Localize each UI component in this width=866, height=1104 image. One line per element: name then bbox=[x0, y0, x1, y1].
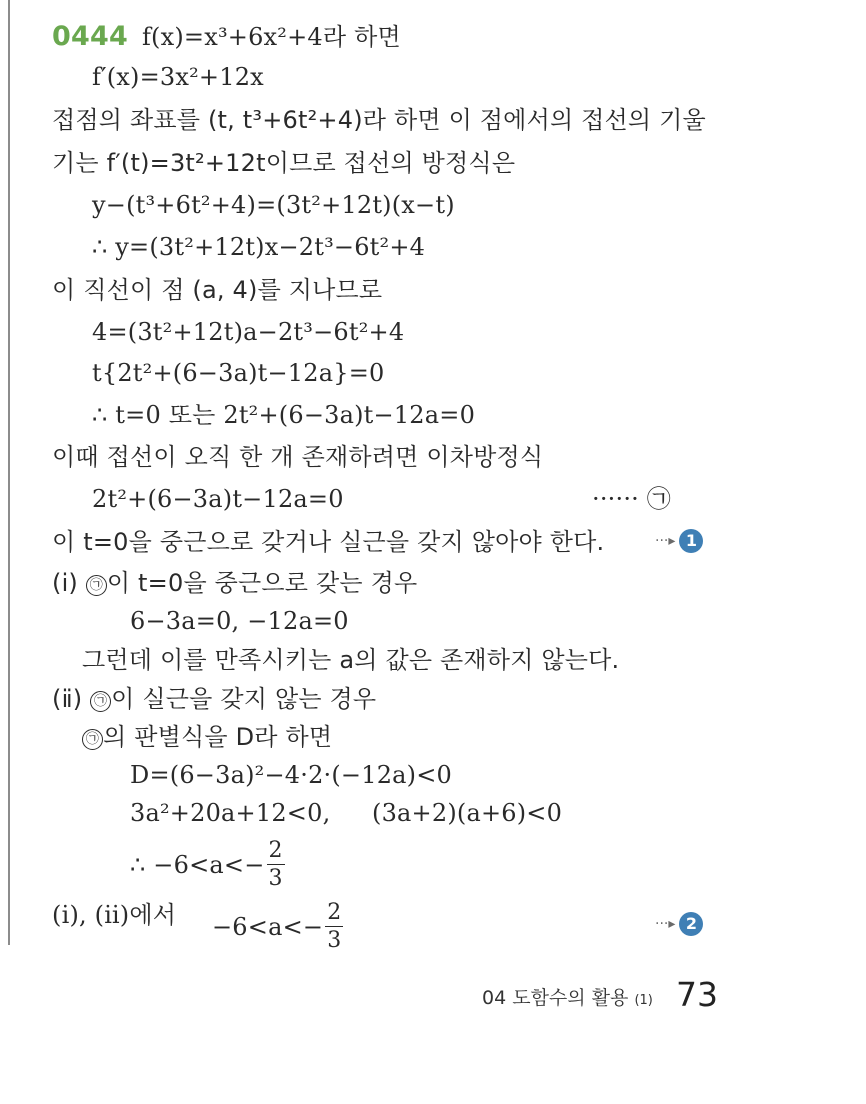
case-1-heading bbox=[52, 568, 417, 598]
final-result bbox=[212, 902, 345, 952]
case-1-text: 이 t=0을 중근으로 갖는 경우 bbox=[106, 569, 418, 597]
chapter-sub: (1) bbox=[634, 993, 653, 1008]
paragraph-5: 이 t=0을 중근으로 갖거나 실근을 갖지 않아야 한다. bbox=[52, 528, 605, 556]
paragraph-1: 접점의 좌표를 (t, t³+6t²+4)라 하면 이 점에서의 접선의 기울 bbox=[52, 106, 706, 134]
problem-header bbox=[52, 22, 401, 52]
fraction bbox=[267, 840, 285, 890]
fraction bbox=[325, 902, 343, 952]
circled-letter-icon: ㉠ bbox=[86, 575, 107, 596]
equation-4: t{2t²+(6−3a)t−12a}=0 bbox=[92, 359, 385, 387]
equation-3: 4=(3t²+12t)a−2t³−6t²+4 bbox=[92, 318, 405, 346]
problem-number: 0444 bbox=[52, 21, 128, 52]
equation-1: y−(t³+6t²+4)=(3t²+12t)(x−t) bbox=[92, 191, 455, 219]
case-2-heading bbox=[52, 684, 376, 714]
left-margin-rule bbox=[8, 0, 10, 945]
step-reference-1 bbox=[655, 529, 703, 553]
case-1-conclusion: 그런데 이를 만족시키는 a의 값은 존재하지 않는다. bbox=[82, 646, 620, 674]
step-reference-2 bbox=[655, 912, 703, 936]
case-2-label: (ⅱ) bbox=[52, 685, 83, 713]
problem-intro: f(x)=x³+6x²+4라 하면 bbox=[141, 23, 401, 51]
step-badge-2: 2 bbox=[679, 912, 703, 936]
final-conclusion bbox=[52, 902, 176, 927]
case-1-equation: 6−3a=0, −12a=0 bbox=[130, 607, 349, 635]
page-number: 73 bbox=[676, 975, 718, 1014]
case-2-equation-2a: 3a²+20a+12<0, bbox=[130, 799, 331, 827]
paragraph-4: 이때 접선이 오직 한 개 존재하려면 이차방정식 bbox=[52, 443, 544, 471]
arrow-icon: ···▸ bbox=[655, 533, 676, 549]
case-2-text: 이 실근을 갖지 않는 경우 bbox=[111, 685, 377, 713]
case-2-sub-text: 의 판별식을 D라 하면 bbox=[103, 723, 333, 751]
fraction-numerator: 2 bbox=[268, 838, 283, 863]
final-prefix: (ⅰ), (ⅱ)에서 bbox=[52, 901, 177, 929]
derivative-line: f′(x)=3x²+12x bbox=[92, 63, 264, 91]
fraction-denominator: 3 bbox=[268, 866, 283, 891]
fraction-denominator: 3 bbox=[327, 928, 342, 953]
case-2-equation-2b: (3a+2)(a+6)<0 bbox=[372, 799, 563, 827]
case-2-result bbox=[130, 840, 287, 890]
equation-2: ∴ y=(3t²+12t)x−2t³−6t²+4 bbox=[92, 233, 426, 261]
case-2-result-prefix: ∴ −6<a<− bbox=[130, 851, 265, 879]
step-badge-1: 1 bbox=[679, 529, 703, 553]
case-2-equation-1: D=(6−3a)²−4·2·(−12a)<0 bbox=[130, 761, 453, 789]
equation-6: 2t²+(6−3a)t−12a=0 bbox=[92, 485, 344, 513]
equation-5: ∴ t=0 또는 2t²+(6−3a)t−12a=0 bbox=[92, 401, 476, 429]
chapter-name: 04 도함수의 활용 bbox=[482, 987, 629, 1009]
final-result-prefix: −6<a<− bbox=[212, 913, 324, 941]
equation-6-tag: ······ ㉠ bbox=[592, 485, 672, 513]
case-1-label: (ⅰ) bbox=[52, 569, 78, 597]
chapter-title bbox=[482, 983, 653, 1010]
arrow-icon: ···▸ bbox=[655, 916, 676, 932]
case-2-subheading bbox=[82, 722, 332, 752]
paragraph-2: 기는 f′(t)=3t²+12t이므로 접선의 방정식은 bbox=[52, 149, 516, 177]
circled-letter-icon: ㉠ bbox=[82, 729, 103, 750]
circled-letter-icon: ㉠ bbox=[90, 691, 111, 712]
paragraph-3: 이 직선이 점 (a, 4)를 지나므로 bbox=[52, 276, 383, 304]
fraction-numerator: 2 bbox=[327, 900, 342, 925]
